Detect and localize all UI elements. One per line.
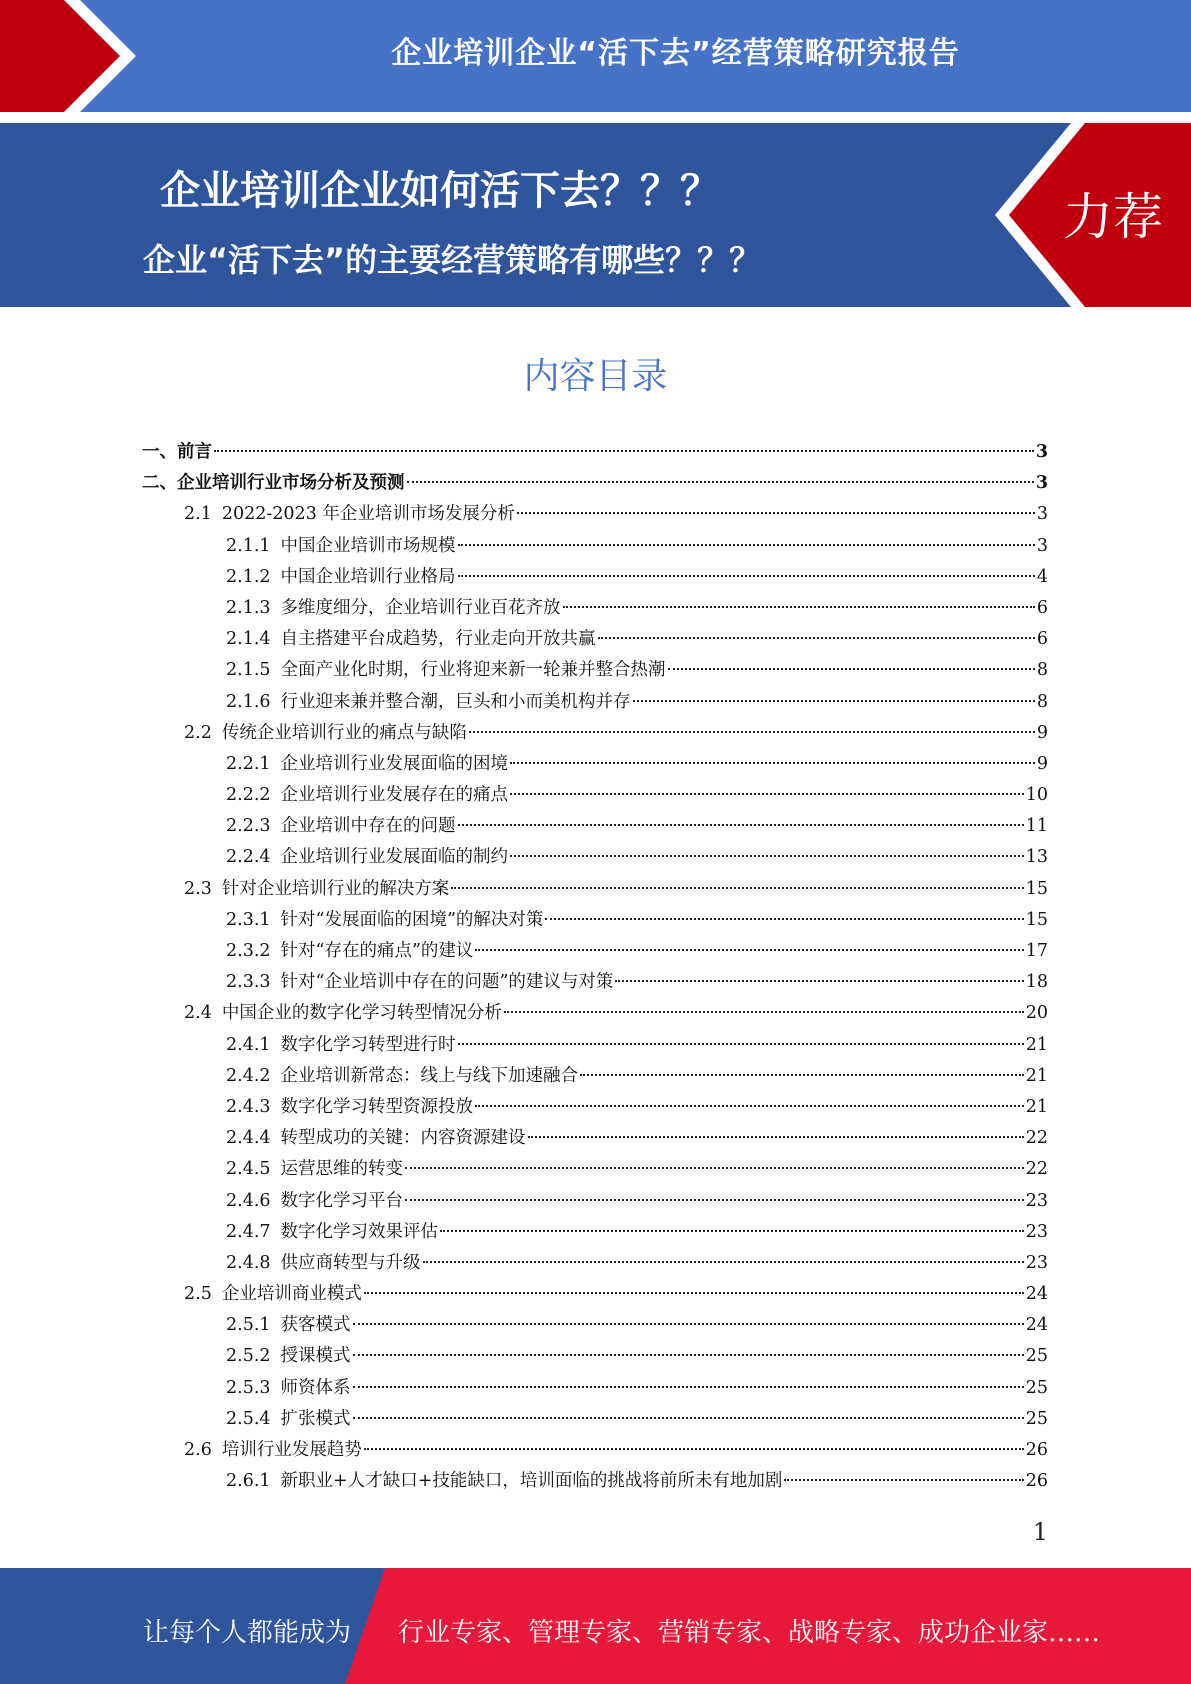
toc-entry-page: 26 [1025, 1471, 1048, 1492]
toc-entry-title: 数字化学习效果评估 [280, 1221, 439, 1242]
toc-leader-dots [451, 887, 1023, 889]
toc-entry-title: 针对“发展面临的困境”的解决对策 [280, 909, 544, 930]
toc-leader-dots [353, 1386, 1024, 1388]
toc-entry-number: 2.1.6 [226, 691, 271, 712]
toc-entry-number: 2.1.2 [226, 566, 271, 587]
toc-entry-title: 转型成功的关键：内容资源建设 [280, 1128, 526, 1149]
toc-leader-dots [510, 762, 1035, 764]
toc-entry-number: 2.2.2 [226, 785, 271, 806]
toc-leader-dots [563, 606, 1035, 608]
toc-leader-dots [364, 1292, 1024, 1294]
toc-entry-number: 2.3.3 [226, 972, 271, 993]
toc-entry-number: 2.4.6 [226, 1190, 271, 1211]
toc-entry[interactable] [142, 1154, 1048, 1185]
toc-entry-number: 2.4.2 [226, 1065, 271, 1086]
toc-entry-number: 2.4.7 [226, 1221, 271, 1242]
toc-leader-dots [504, 1011, 1024, 1013]
toc-entry-number: 2.5.3 [226, 1377, 271, 1398]
toc-leader-dots [510, 793, 1024, 795]
toc-leader-dots [475, 1105, 1024, 1107]
toc-entry[interactable] [142, 1466, 1048, 1497]
toc-entry-title: 扩张模式 [280, 1408, 351, 1429]
toc-entry[interactable] [142, 499, 1048, 530]
toc-entry-number: 2.1 [184, 504, 212, 525]
toc-entry-number: 2.6.1 [226, 1471, 271, 1492]
toc-entry-title: 中国企业的数字化学习转型情况分析 [221, 1003, 502, 1024]
toc-entry-page: 8 [1036, 691, 1048, 712]
toc-entry-title: 师资体系 [280, 1377, 351, 1398]
toc-entry-title: 针对“存在的痛点”的建议 [280, 941, 474, 961]
toc-entry-page: 22 [1025, 1159, 1048, 1180]
hero-headline: 企业培训企业如何活下去？？？ [160, 168, 720, 214]
toc-entry-number: 2.4.1 [226, 1034, 271, 1055]
toc-entry-number: 2.3.1 [226, 909, 271, 930]
toc-entry-page: 18 [1025, 972, 1048, 993]
toc-entry-page: 21 [1025, 1034, 1048, 1055]
toc-entry-number: 二、 [142, 473, 177, 494]
toc-entry-title: 供应商转型与升级 [280, 1252, 421, 1273]
toc-entry[interactable] [142, 936, 1048, 967]
toc-entry-page: 25 [1025, 1408, 1048, 1429]
toc-leader-dots [405, 1199, 1024, 1201]
toc-entry[interactable] [142, 874, 1048, 905]
toc-entry-title: 中国企业培训市场规模 [280, 535, 456, 556]
toc-entry[interactable] [142, 437, 1048, 468]
toc-entry-number: 2.4.4 [226, 1128, 271, 1149]
toc-leader-dots [458, 575, 1035, 577]
toc-leader-dots [633, 700, 1035, 702]
toc-title: 内容目录 [523, 356, 668, 397]
toc-entry-page: 24 [1025, 1284, 1048, 1305]
toc-entry-title: 传统企业培训行业的痛点与缺陷 [221, 722, 467, 743]
toc-entry[interactable] [142, 718, 1048, 749]
toc-entry-title: 多维度细分，企业培训行业百花齐放 [280, 597, 561, 618]
toc-entry-title: 新职业+人才缺口+技能缺口，培训面临的挑战将前所未有地加剧 [280, 1471, 783, 1492]
toc-entry-page: 21 [1025, 1096, 1048, 1117]
toc-leader-dots [668, 668, 1035, 670]
toc-entry[interactable] [142, 1310, 1048, 1341]
toc-entry[interactable] [142, 593, 1048, 624]
toc-entry-page: 8 [1036, 660, 1048, 681]
toc-leader-dots [615, 980, 1023, 982]
toc-leader-dots [407, 481, 1034, 483]
toc-entry-title: 全面产业化时期，行业将迎来新一轮兼并整合热潮 [280, 660, 666, 681]
toc-entry-title: 企业培训中存在的问题 [280, 816, 456, 837]
toc-entry[interactable] [142, 1092, 1048, 1123]
toc-entry-title: 数字化学习转型资源投放 [280, 1096, 474, 1117]
toc-entry-page: 23 [1025, 1221, 1048, 1242]
toc-entry-number: 2.1.1 [226, 535, 271, 556]
footer-banner [0, 1568, 1191, 1684]
toc-entry-title: 针对“企业培训中存在的问题”的建议与对策 [280, 972, 614, 993]
toc-entry-page: 20 [1025, 1003, 1048, 1024]
toc-entry[interactable] [142, 655, 1048, 686]
toc-leader-dots [469, 731, 1035, 733]
toc-entry-title: 数字化学习平台 [280, 1190, 404, 1211]
hero-banner [0, 123, 1191, 307]
header-arrow-icon [0, 0, 160, 112]
toc-entry[interactable] [142, 842, 1048, 873]
toc-entry-page: 6 [1036, 629, 1048, 650]
toc-entry-page: 3 [1035, 442, 1048, 462]
toc-entry-number: 2.1.3 [226, 597, 271, 618]
toc-entry-page: 22 [1025, 1128, 1048, 1149]
toc-entry[interactable] [142, 1435, 1048, 1466]
toc-entry-number: 2.5.1 [226, 1315, 271, 1336]
toc-entry[interactable] [142, 687, 1048, 718]
toc-entry-title: 企业培训行业发展面临的制约 [280, 847, 509, 868]
toc-entry-page: 17 [1025, 941, 1048, 961]
toc-entry-page: 3 [1036, 504, 1048, 525]
toc-leader-dots [364, 1448, 1024, 1450]
toc-leader-dots [458, 544, 1035, 546]
toc-entry-number: 2.4 [184, 1003, 212, 1024]
toc-entry-title: 企业培训商业模式 [221, 1284, 362, 1305]
top-header-bar [0, 0, 1191, 112]
toc-entry-number: 2.2 [184, 722, 212, 743]
toc-leader-dots [353, 1323, 1024, 1325]
hero-subheadline: 企业“活下去”的主要经营策略有哪些？？？ [143, 241, 762, 279]
toc-entry-number: 一、 [142, 442, 177, 462]
toc-entry-page: 4 [1036, 566, 1048, 587]
toc-entry-title: 企业培训新常态：线上与线下加速融合 [280, 1065, 579, 1086]
toc-entry-number: 2.4.3 [226, 1096, 271, 1117]
toc-entry[interactable] [142, 998, 1048, 1029]
toc-entry-title: 培训行业发展趋势 [221, 1440, 362, 1460]
table-of-contents [142, 437, 1048, 1497]
toc-entry-number: 2.1.4 [226, 629, 271, 650]
toc-entry[interactable] [142, 1030, 1048, 1061]
toc-entry-title: 中国企业培训行业格局 [280, 566, 456, 587]
toc-entry[interactable] [142, 967, 1048, 998]
toc-entry-page: 25 [1025, 1346, 1048, 1367]
toc-entry-page: 9 [1036, 753, 1048, 774]
toc-leader-dots [440, 1230, 1024, 1232]
toc-entry-title: 前言 [177, 442, 212, 462]
toc-entry-title: 行业迎来兼并整合潮，巨头和小而美机构并存 [280, 691, 631, 712]
toc-entry-page: 13 [1025, 847, 1048, 868]
toc-leader-dots [423, 1261, 1024, 1263]
toc-entry-page: 25 [1025, 1377, 1048, 1398]
toc-entry-page: 3 [1036, 535, 1048, 556]
toc-entry[interactable] [142, 780, 1048, 811]
toc-entry-title: 数字化学习转型进行时 [280, 1034, 456, 1055]
toc-entry-title: 企业培训行业市场分析及预测 [177, 473, 405, 494]
toc-entry-title: 获客模式 [280, 1315, 351, 1336]
toc-entry[interactable] [142, 562, 1048, 593]
toc-entry-title: 2022-2023 年企业培训市场发展分析 [221, 504, 515, 525]
toc-leader-dots [784, 1479, 1023, 1481]
toc-leader-dots [528, 1136, 1024, 1138]
toc-entry[interactable] [142, 624, 1048, 655]
toc-leader-dots [214, 450, 1034, 452]
toc-entry-title: 自主搭建平台成趋势，行业走向开放共赢 [280, 629, 596, 650]
toc-entry-title: 企业培训行业发展存在的痛点 [280, 785, 509, 806]
toc-entry-number: 2.2.1 [226, 753, 271, 774]
report-title: 企业培训企业“活下去”经营策略研究报告 [391, 36, 960, 71]
toc-entry-title: 授课模式 [280, 1346, 351, 1367]
toc-entry[interactable] [142, 905, 1048, 936]
toc-entry-page: 15 [1025, 909, 1048, 930]
toc-entry[interactable] [142, 1248, 1048, 1279]
toc-entry-number: 2.3.2 [226, 941, 271, 961]
toc-entry[interactable] [142, 1404, 1048, 1435]
toc-entry[interactable] [142, 1217, 1048, 1248]
toc-entry-number: 2.4.8 [226, 1252, 271, 1273]
toc-leader-dots [458, 824, 1024, 826]
toc-entry[interactable] [142, 1279, 1048, 1310]
toc-entry-number: 2.5.4 [226, 1408, 271, 1429]
toc-leader-dots [405, 1167, 1024, 1169]
footer-slogan-left: 让每个人都能成为 [143, 1618, 352, 1648]
toc-leader-dots [598, 637, 1035, 639]
toc-entry[interactable] [142, 749, 1048, 780]
toc-leader-dots [353, 1354, 1024, 1356]
toc-entry-title: 企业培训行业发展面临的困境 [280, 753, 509, 774]
toc-entry-number: 2.3 [184, 878, 212, 899]
toc-leader-dots [458, 1043, 1024, 1045]
toc-entry-page: 11 [1025, 816, 1048, 837]
recommend-badge: 力荐 [1063, 188, 1163, 246]
toc-entry-page: 21 [1025, 1065, 1048, 1086]
toc-entry-page: 10 [1025, 785, 1048, 806]
page-number: 1 [1032, 1518, 1048, 1546]
footer-slogan-right: 行业专家、管理专家、营销专家、战略专家、成功企业家…… [398, 1618, 1101, 1648]
toc-entry[interactable] [142, 1373, 1048, 1404]
toc-entry-number: 2.2.3 [226, 816, 271, 837]
toc-leader-dots [510, 855, 1024, 857]
toc-entry-number: 2.2.4 [226, 847, 271, 868]
toc-entry-title: 运营思维的转变 [280, 1159, 404, 1180]
toc-entry[interactable] [142, 1186, 1048, 1217]
toc-entry[interactable] [142, 1341, 1048, 1372]
toc-entry-page: 15 [1025, 878, 1048, 899]
toc-entry-number: 2.6 [184, 1440, 212, 1460]
toc-entry[interactable] [142, 468, 1048, 499]
toc-entry-number: 2.5.2 [226, 1346, 271, 1367]
toc-leader-dots [545, 918, 1023, 920]
toc-entry-page: 24 [1025, 1315, 1048, 1336]
toc-leader-dots [353, 1417, 1024, 1419]
toc-entry-page: 26 [1025, 1440, 1048, 1460]
toc-entry-page: 6 [1036, 597, 1048, 618]
toc-entry-title: 针对企业培训行业的解决方案 [221, 878, 450, 899]
toc-entry[interactable] [142, 1123, 1048, 1154]
toc-entry-number: 2.1.5 [226, 660, 271, 681]
toc-entry-page: 9 [1036, 722, 1048, 743]
toc-entry[interactable] [142, 811, 1048, 842]
toc-entry-page: 23 [1025, 1252, 1048, 1273]
toc-entry-number: 2.4.5 [226, 1159, 271, 1180]
toc-entry[interactable] [142, 1061, 1048, 1092]
toc-leader-dots [517, 512, 1035, 514]
toc-leader-dots [475, 949, 1023, 951]
toc-entry-number: 2.5 [184, 1284, 212, 1305]
toc-entry-page: 23 [1025, 1190, 1048, 1211]
toc-entry[interactable] [142, 531, 1048, 562]
toc-entry-page: 3 [1035, 473, 1048, 494]
toc-leader-dots [580, 1074, 1024, 1076]
